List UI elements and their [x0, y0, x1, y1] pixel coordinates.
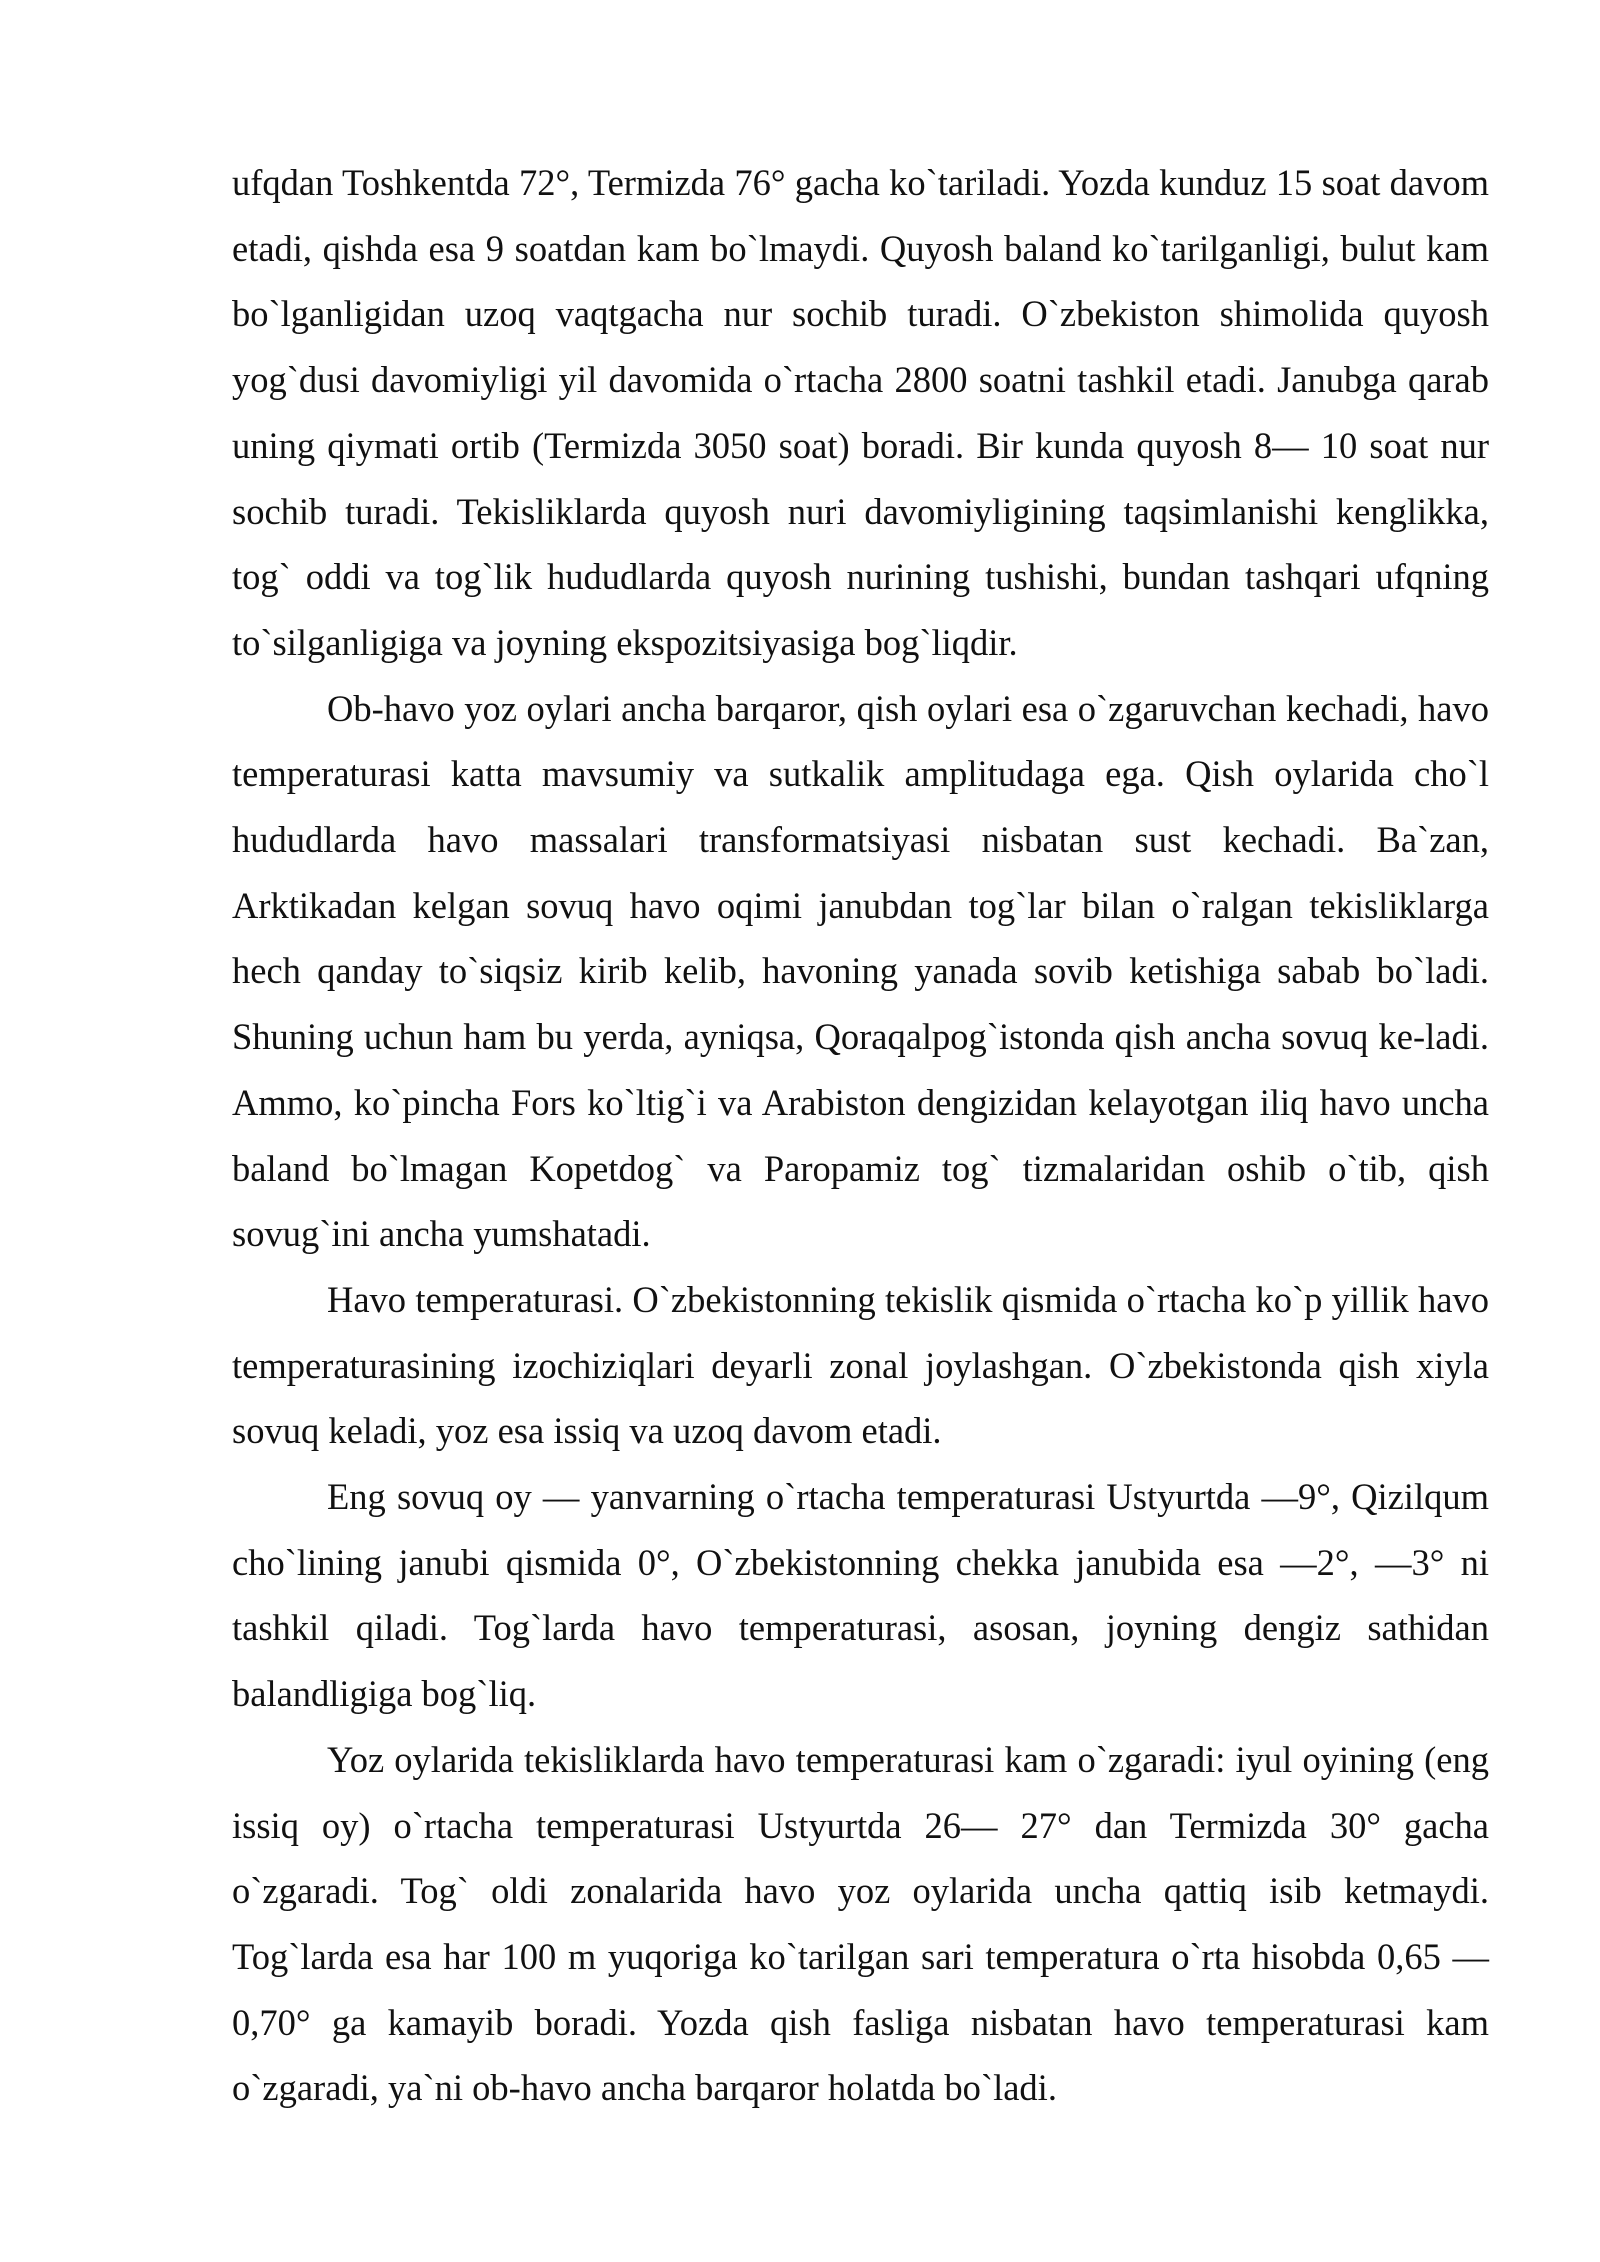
document-page — [232, 150, 1489, 2121]
paragraph-yoz-oylari: Yoz oylarida tekisliklarda havo temperaturasi kam o`zgaradi: iyul oyining (eng issiq oy) o`rtacha temperaturasi Ustyurtda 26— 27° dan Termizda 30° gacha o`zgaradi. Tog` oldi zonalarida havo yoz oylarida uncha qattiq isib ketmaydi. Tog`larda esa har 100 m yuqoriga ko`tarilgan sari temperatura o`rta hisobda 0,65 — 0,70° ga kamayib boradi. Yozda qish fasliga nisbatan havo temperaturasi kam o`zgaradi, ya`ni ob-havo ancha barqaror holatda bo`ladi. — [232, 1738, 1489, 2109]
paragraph-ob-havo: Ob-havo yoz oylari ancha barqaror, qish oylari esa o`zgaruvchan kechadi, havo temperaturasi katta mavsumiy va sutkalik amplitudaga ega. Qish oylarida cho`l hududlarda havo massalari transformatsiyasi nisbatan sust kechadi. Ba`zan, Arktikadan kelgan sovuq havo oqimi janubdan tog`lar bilan o`ralgan tekisliklarga hech qanday to`siqsiz kirib kelib, havoning yanada sovib ketishiga sabab bo`ladi. Shuning uchun ham bu yerda, ayniqsa, Qoraqalpog`istonda qish ancha sovuq ke-ladi. Ammo, ko`pincha Fors ko`ltig`i va Arabiston dengizidan kelayotgan iliq havo uncha baland bo`lmagan Kopetdog` va Paropamiz tog` tizmalaridan oshib o`tib, qish sovug`ini ancha yumshatadi. — [232, 687, 1489, 1255]
paragraph-havo-temperaturasi: Havo temperaturasi. O`zbekistonning tekislik qismida o`rtacha ko`p yillik havo temperaturasining izochiziqlari deyarli zonal joylashgan. O`zbekistonda qish xiyla sovuq keladi, yoz esa issiq va uzoq davom etadi. — [232, 1278, 1489, 1452]
paragraph-quyosh-nuri: ufqdan Toshkentda 72°, Termizda 76° gacha ko`tariladi. Yozda kunduz 15 soat davom etadi, qishda esa 9 soatdan kam bo`lmaydi. Quyosh baland ko`tarilganligi, bulut kam bo`lganligidan uzoq vaqtgacha nur sochib turadi. O`zbekiston shimolida quyosh yog`dusi davomiyligi yil davomida o`rtacha 2800 soatni tashkil etadi. Janubga qarab uning qiymati ortib (Termizda 3050 soat) boradi. Bir kunda quyosh 8— 10 soat nur sochib turadi. Tekisliklarda quyosh nuri davomiyligining taqsimlanishi kenglikka, tog` oddi va tog`lik hududlarda quyosh nurining tushishi, bundan tashqari ufqning to`silganligiga va joyning ekspozitsiyasiga bog`liqdir. — [232, 162, 1489, 663]
paragraph-eng-sovuq-oy: Eng sovuq oy — yanvarning o`rtacha temperaturasi Ustyurtda —9°, Qizilqum cho`lining janubi qismida 0°, O`zbekistonning chekka janubida esa —2°, —3° ni tashkil qiladi. Tog`larda havo temperaturasi, asosan, joyning dengiz sathidan balandligiga bog`liq. — [232, 1476, 1489, 1715]
